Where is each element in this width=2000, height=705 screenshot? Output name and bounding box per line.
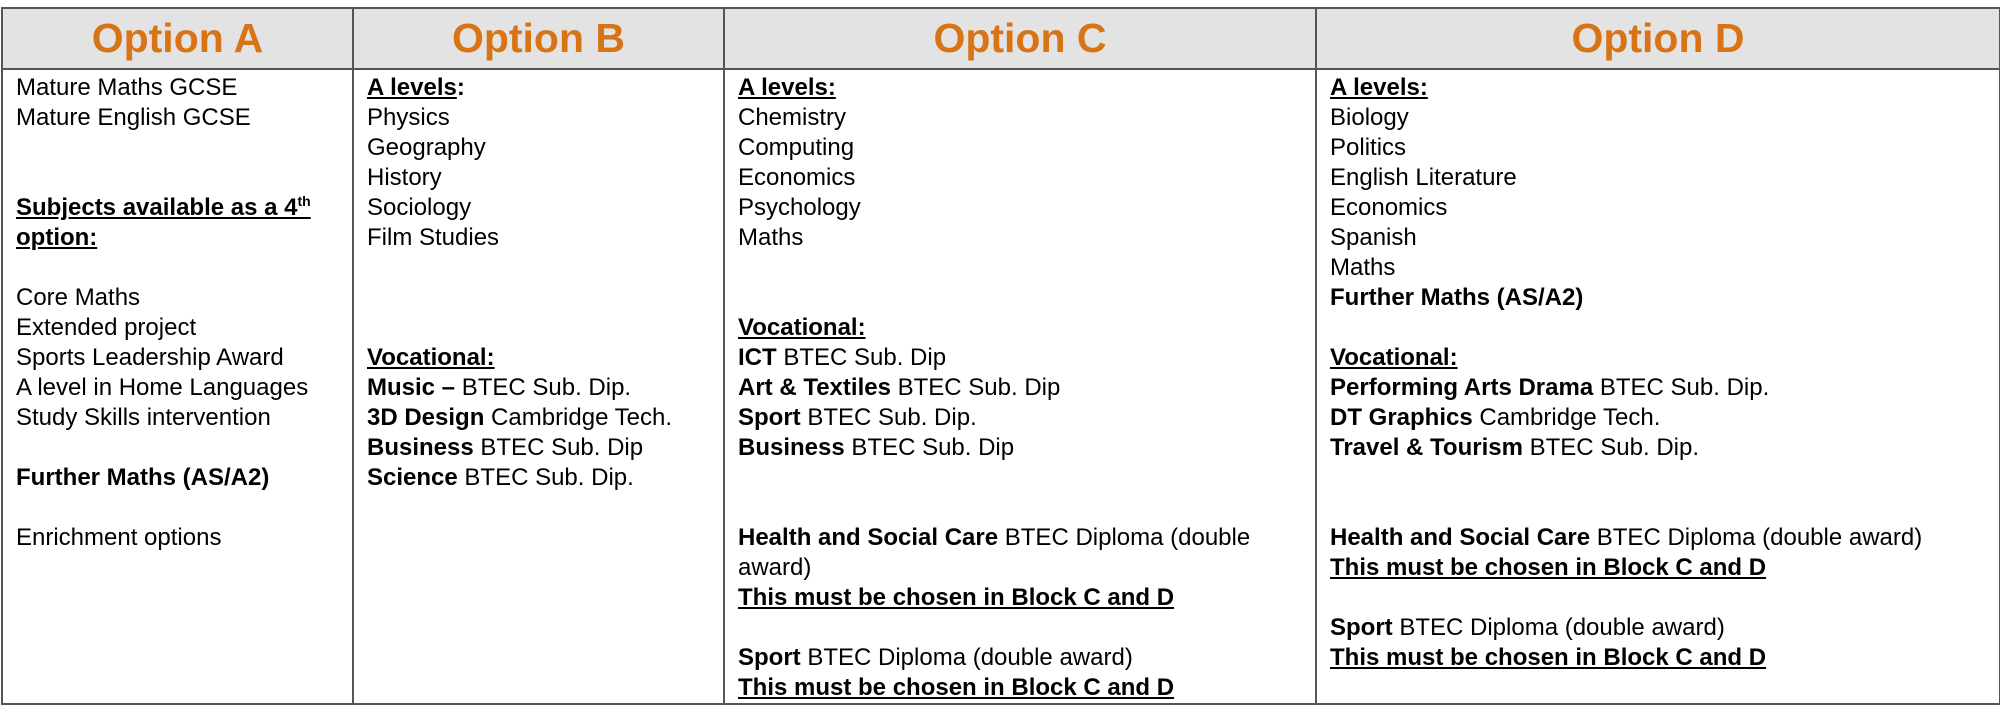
a-levels-heading: A levels: — [738, 74, 836, 101]
fourth-option-heading: Subjects available as a 4th — [16, 193, 311, 221]
list-item: Mature English GCSE — [16, 104, 251, 131]
list-item: Sports Leadership Award — [16, 344, 284, 371]
list-item: Sport BTEC Sub. Dip. — [738, 404, 977, 431]
sport-diploma-item: Sport BTEC Diploma (double award) — [1330, 614, 1725, 641]
header-option-a: Option A — [2, 8, 353, 69]
enrichment-options: Enrichment options — [16, 524, 222, 551]
list-item: Art & Textiles BTEC Sub. Dip — [738, 374, 1061, 401]
further-maths: Further Maths (AS/A2) — [1330, 284, 1584, 311]
list-item: Physics — [367, 104, 450, 131]
list-item: Business BTEC Sub. Dip — [367, 434, 644, 461]
a-levels-heading: A levels: — [1330, 74, 1428, 101]
block-note: This must be chosen in Block C and D — [1330, 554, 1767, 581]
list-item: Business BTEC Sub. Dip — [738, 434, 1015, 461]
option-d-cell — [1316, 69, 2000, 704]
content-row — [2, 69, 2000, 704]
list-item: DT Graphics Cambridge Tech. — [1330, 404, 1661, 431]
list-item: Geography — [367, 134, 486, 161]
list-item: Chemistry — [738, 104, 847, 131]
further-maths: Further Maths (AS/A2) — [16, 464, 270, 491]
header-row — [2, 8, 2000, 69]
fourth-option-heading-cont: option: — [16, 224, 98, 251]
list-item: Music – BTEC Sub. Dip. — [367, 374, 632, 401]
list-item: Science BTEC Sub. Dip. — [367, 464, 634, 491]
list-item: ICT BTEC Sub. Dip — [738, 344, 947, 371]
health-social-care-item: Health and Social Care BTEC Diploma (double — [738, 524, 1251, 551]
list-item: History — [367, 164, 442, 191]
list-item: Psychology — [738, 194, 861, 221]
list-item: Study Skills intervention — [16, 404, 271, 431]
list-item: Economics — [738, 164, 856, 191]
list-item: Biology — [1330, 104, 1409, 131]
option-a-cell — [2, 69, 353, 704]
header-option-c: Option C — [724, 8, 1316, 69]
list-item: Computing — [738, 134, 855, 161]
block-note: This must be chosen in Block C and D — [738, 584, 1175, 611]
vocational-heading: Vocational: — [367, 344, 495, 371]
list-item: English Literature — [1330, 164, 1517, 191]
list-item: Performing Arts Drama BTEC Sub. Dip. — [1330, 374, 1770, 401]
health-social-care-item: Health and Social Care BTEC Diploma (double award) — [1330, 524, 1923, 551]
header-option-b: Option B — [353, 8, 724, 69]
block-note: This must be chosen in Block C and D — [738, 674, 1175, 701]
list-item: Maths — [738, 224, 804, 251]
list-item: Spanish — [1330, 224, 1417, 251]
health-social-care-item-cont: award) — [738, 554, 812, 581]
option-c-cell — [724, 69, 1316, 704]
list-item: Politics — [1330, 134, 1407, 161]
block-note: This must be chosen in Block C and D — [1330, 644, 1767, 671]
list-item: Core Maths — [16, 284, 141, 311]
option-b-cell — [353, 69, 724, 704]
list-item: Mature Maths GCSE — [16, 74, 238, 101]
vocational-heading: Vocational: — [738, 314, 866, 341]
list-item: Extended project — [16, 314, 197, 341]
sport-diploma-item: Sport BTEC Diploma (double award) — [738, 644, 1133, 671]
vocational-heading: Vocational: — [1330, 344, 1458, 371]
list-item: Sociology — [367, 194, 472, 221]
list-item: A level in Home Languages — [16, 374, 309, 401]
list-item: Maths — [1330, 254, 1396, 281]
list-item: Travel & Tourism BTEC Sub. Dip. — [1330, 434, 1700, 461]
options-table — [1, 7, 2000, 705]
list-item: Film Studies — [367, 224, 500, 251]
header-option-d: Option D — [1316, 8, 2000, 69]
list-item: Economics — [1330, 194, 1448, 221]
list-item: 3D Design Cambridge Tech. — [367, 404, 673, 431]
a-levels-heading: A levels: — [367, 74, 465, 101]
